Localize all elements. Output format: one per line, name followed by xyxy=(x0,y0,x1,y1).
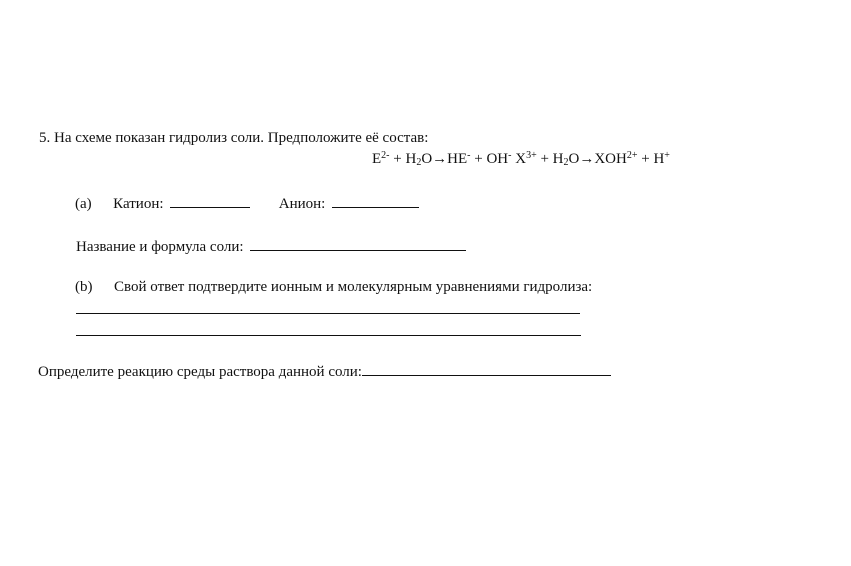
equation-anion-hydrolysis: $E^{2-} + H_2O\to HE^- + OH^-$ xyxy=(372,150,512,168)
cation-answer-blank[interactable] xyxy=(170,195,250,208)
answer-line-molecular[interactable] xyxy=(76,335,581,336)
salt-row xyxy=(76,238,466,255)
equation-cation-hydrolysis: $X^{3+} + H_2O\to XOH^{2+} + H^+$ xyxy=(515,150,670,168)
salt-label: Название и формула соли: xyxy=(76,239,244,255)
salt-answer-blank[interactable] xyxy=(250,238,466,251)
part-a-marker: (a) xyxy=(75,196,92,212)
anion-label: Анион: xyxy=(278,196,326,212)
question-text: На схеме показан гидролиз соли. Предположите её состав: xyxy=(54,130,429,146)
environment-row xyxy=(38,363,611,380)
answer-line-ionic[interactable] xyxy=(76,313,580,314)
cation-label: Катион: xyxy=(113,196,164,212)
part-a-row xyxy=(75,195,419,212)
environment-answer-blank[interactable] xyxy=(362,363,611,376)
part-b-row xyxy=(75,280,592,295)
hydrolysis-scheme xyxy=(372,152,670,167)
part-b-marker: (b) xyxy=(75,279,93,295)
question-heading xyxy=(39,131,428,146)
part-b-text: Свой ответ подтвердите ионным и молекулярным уравнениями гидролиза: xyxy=(114,279,593,295)
anion-answer-blank[interactable] xyxy=(332,195,419,208)
question-number: 5. xyxy=(39,130,51,146)
environment-label: Определите реакцию среды раствора данной соли: xyxy=(38,364,362,380)
